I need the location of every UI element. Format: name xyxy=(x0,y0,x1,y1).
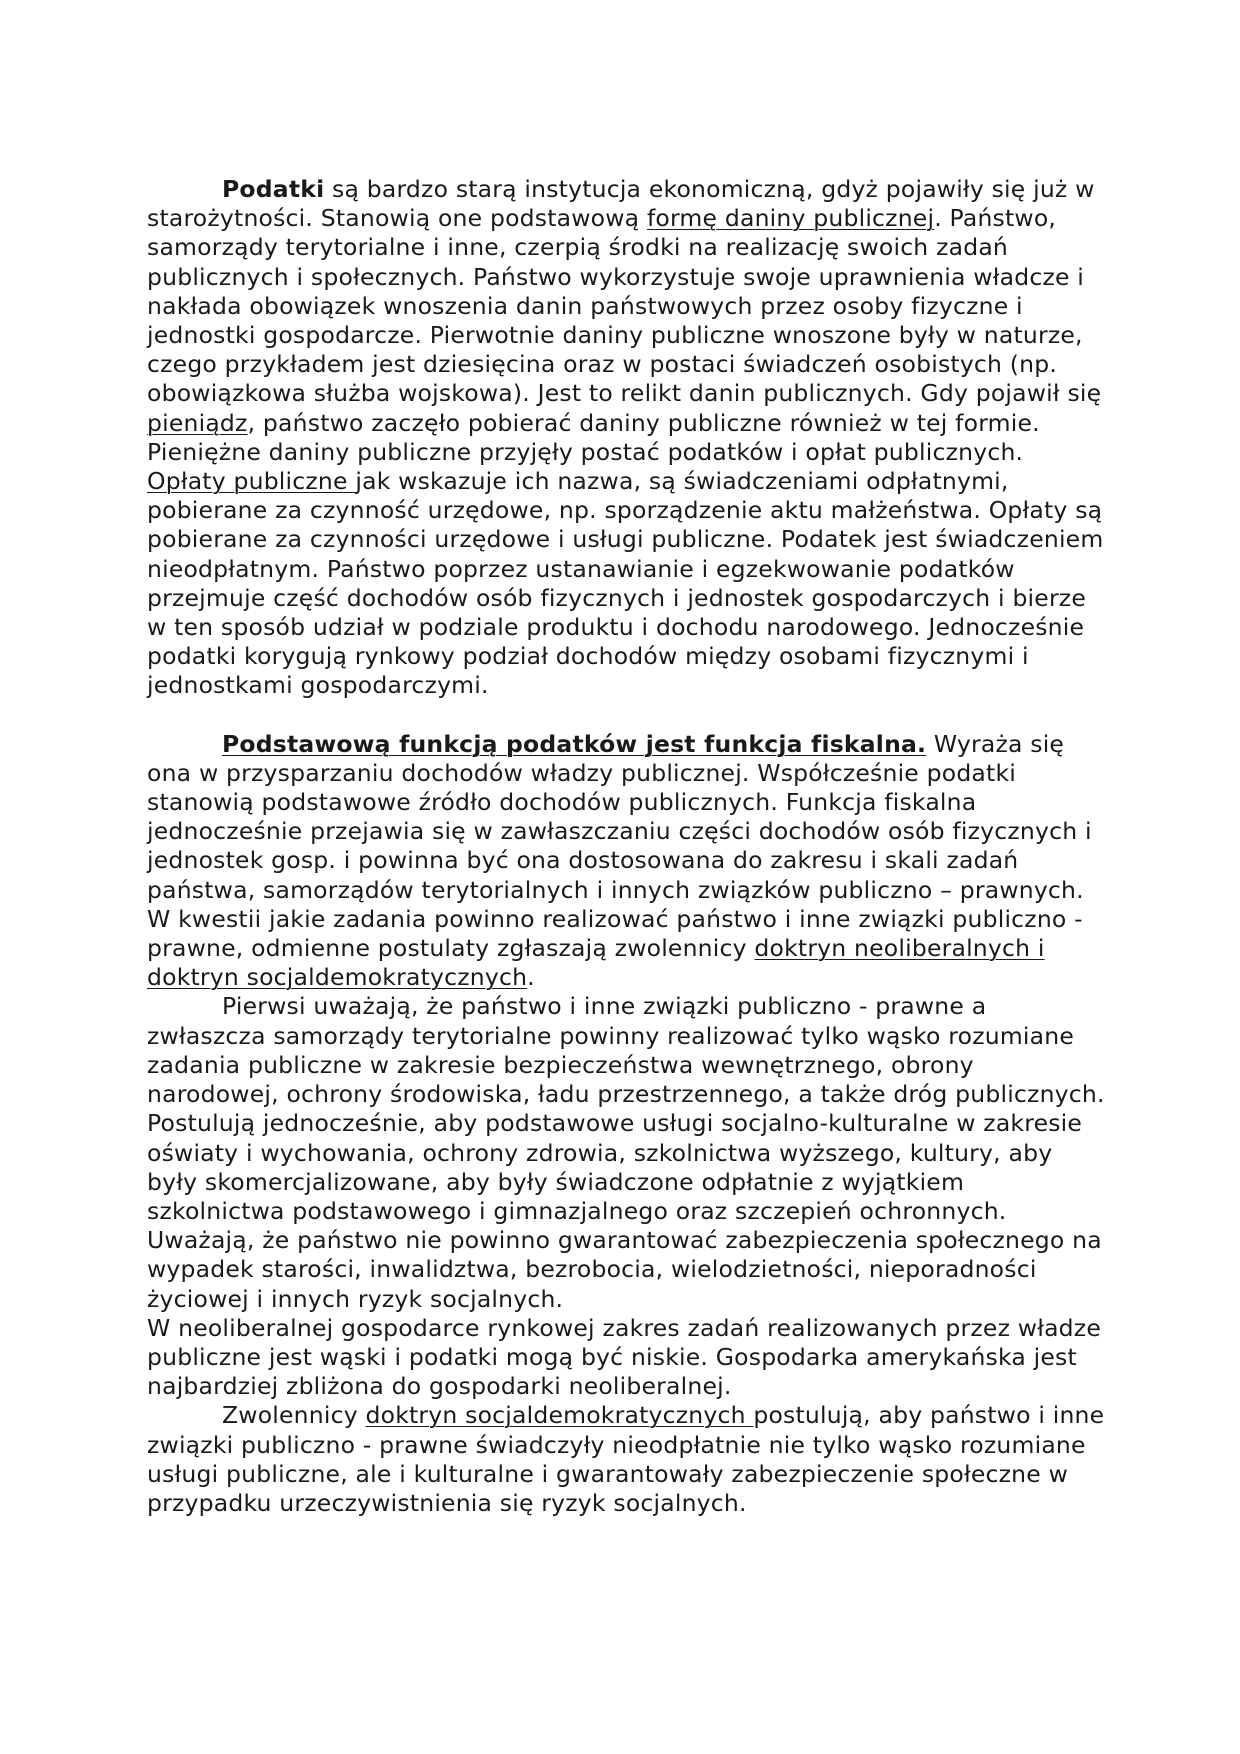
bold-term-podatki: Podatki xyxy=(222,175,325,203)
paragraph-socialdemocratic-views: Zwolennicy doktryn socjaldemokratycznych postulują, aby państwo i inne związki publiczno - prawne świadczyły nieodpłatnie nie tylko wąsko rozumiane usługi publiczne, ale i kulturalne i gwarantowały zabezpieczenie społeczne w przypadku urzeczywistnienia się ryzyk socjalnych. xyxy=(147,1401,1105,1517)
link-pieniadz[interactable]: pieniądz xyxy=(147,408,248,437)
link-oplaty-publiczne[interactable]: Opłaty publiczne xyxy=(147,467,356,496)
paragraph-public-fees: Opłaty publiczne jak wskazuje ich nazwa, są świadczeniami odpłatnymi, pobierane za czynność urzędowe, np. sporządzenie aktu małżeństwa. Opłaty są pobierane za czynności urzędowe i usługi publiczne. Podatek jest świadczeniem nieodpłatnym. Państwo poprzez ustanawianie i egzekwowanie podatków przejmuje część dochodów osób fizycznych i jednostek gospodarczych i bierze w ten sposób udział w podziale produktu i dochodu narodowego. Jednocześnie podatki korygują rynkowy podział dochodów między osobami fizycznymi i jednostkami gospodarczymi. xyxy=(147,467,1104,700)
bold-heading-fiscal-function: Podstawową funkcją podatków jest funkcja fiskalna. xyxy=(222,729,927,758)
link-forma-daniny[interactable]: formę daniny publicznej xyxy=(646,204,935,233)
paragraph-spacer xyxy=(147,701,1107,730)
link-doktryny[interactable]: doktryn neoliberalnych i doktryn socjaldemokratycznych xyxy=(147,934,1045,992)
paragraph-neoliberal-economy: W neoliberalnej gospodarce rynkowej zakres zadań realizowanych przez władze publiczne jest wąski i podatki mogą być niskie. Gospodarka amerykańska jest najbardziej zbliżona do gospodarki neoliberalnej. xyxy=(147,1313,1101,1401)
link-doktryny-socjaldemokratyczne[interactable]: doktryn socjaldemokratycznych xyxy=(365,1401,754,1430)
paragraph-taxes-intro: Podatki są bardzo starą instytucja ekonomiczną, gdyż pojawiły się już w starożytności. Stanowią one podstawową formę daniny publicznej. Państwo, samorządy terytorialne i inne, czerpią środki na realizację swoich zadań publicznych i społecznych. Państwo wykorzystuje swoje uprawnienia władcze i nakłada obowiązek wnoszenia danin państwowych przez osoby fizyczne i jednostki gospodarcze. Pierwotnie daniny publiczne wnoszone były w naturze, czego przykładem jest dziesięcina oraz w postaci świadczeń osobistych (np. obowiązkowa służba wojskowa). Jest to relikt danin publicznych. Gdy pojawił się pieniądz, państwo zaczęło pobierać daniny publiczne również w tej formie. Pieniężne daniny publiczne przyjęły postać podatków i opłat publicznych. xyxy=(147,175,1102,466)
paragraph-neoliberal-views: Pierwsi uważają, że państwo i inne związki publiczno - prawne a zwłaszcza samorządy terytorialne powinny realizować tylko wąsko rozumiane zadania publiczne w zakresie bezpieczeństwa wewnętrznego, obrony narodowej, ochrony środowiska, ładu przestrzennego, a także dróg publicznych. Postulują jednocześnie, aby podstawowe usługi socjalno-kulturalne w zakresie oświaty i wychowania, ochrony zdrowia, szkolnictwa wyższego, kultury, aby były skomercjalizowane, aby były świadczone odpłatnie z wyjątkiem szkolnictwa podstawowego i gimnazjalnego oraz szczepień ochronnych. Uważają, że państwo nie powinno gwarantować zabezpieczenia społecznego na wypadek starości, inwalidztwa, bezrobocia, wielodzietności, nieporadności życiowej i innych ryzyk socjalnych. xyxy=(147,992,1105,1313)
paragraph-fiscal-function: Podstawową funkcją podatków jest funkcja fiskalna. Wyraża się ona w przysparzaniu dochodów władzy publicznej. Współcześnie podatki stanowią podstawowe źródło dochodów publicznych. Funkcja fiskalna jednocześnie przejawia się w zawłaszczaniu części dochodów osób fizycznych i jednostek gosp. i powinna być ona dostosowana do zakresu i skali zadań państwa, samorządów terytorialnych i innych związków publiczno – prawnych. W kwestii jakie zadania powinno realizować państwo i inne związki publiczno -prawne, odmienne postulaty zgłaszają zwolennicy doktryn neoliberalnych i doktryn socjaldemokratycznych. xyxy=(147,729,1092,992)
document-body xyxy=(147,175,1107,1518)
